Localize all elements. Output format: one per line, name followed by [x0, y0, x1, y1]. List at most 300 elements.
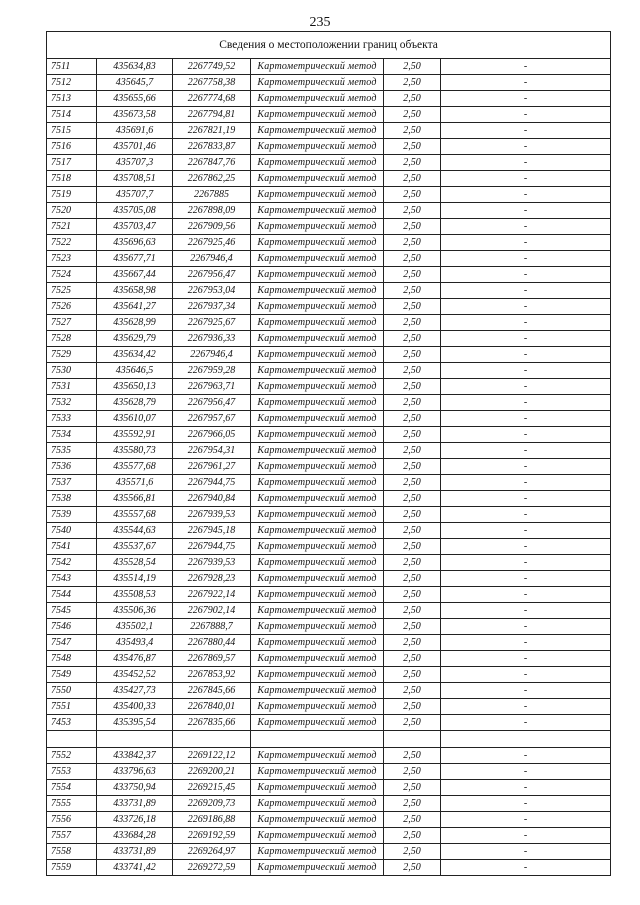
method-cell: Картометрический метод [251, 860, 384, 876]
point-number-cell: 7540 [47, 523, 97, 539]
coord-x-cell: 435634,83 [97, 59, 173, 75]
accuracy-cell: 2,50 [384, 539, 441, 555]
point-number-cell: 7546 [47, 619, 97, 635]
coord-y-cell: 2269272,59 [173, 860, 251, 876]
point-number-cell: 7547 [47, 635, 97, 651]
method-cell: Картометрический метод [251, 395, 384, 411]
method-cell: Картометрический метод [251, 187, 384, 203]
point-number-cell: 7538 [47, 491, 97, 507]
method-cell: Картометрический метод [251, 155, 384, 171]
table-row [47, 59, 611, 75]
description-cell: - [441, 475, 611, 491]
method-cell: Картометрический метод [251, 315, 384, 331]
coord-y-cell: 2269186,88 [173, 812, 251, 828]
coord-x-cell: 435592,91 [97, 427, 173, 443]
description-cell: - [441, 699, 611, 715]
coord-x-cell: 435691,6 [97, 123, 173, 139]
method-cell: Картометрический метод [251, 491, 384, 507]
point-number-cell: 7556 [47, 812, 97, 828]
description-cell: - [441, 219, 611, 235]
coord-x-cell: 435427,73 [97, 683, 173, 699]
description-cell: - [441, 91, 611, 107]
description-cell: - [441, 635, 611, 651]
coord-x-cell: 435400,33 [97, 699, 173, 715]
table-row [47, 251, 611, 267]
empty-cell [173, 731, 251, 748]
coord-x-cell: 435544,63 [97, 523, 173, 539]
method-cell: Картометрический метод [251, 619, 384, 635]
method-cell: Картометрический метод [251, 59, 384, 75]
coord-x-cell: 433731,89 [97, 796, 173, 812]
coord-y-cell: 2269264,97 [173, 844, 251, 860]
table-row [47, 651, 611, 667]
description-cell: - [441, 347, 611, 363]
accuracy-cell: 2,50 [384, 363, 441, 379]
description-cell: - [441, 587, 611, 603]
coord-y-cell: 2267845,66 [173, 683, 251, 699]
accuracy-cell: 2,50 [384, 219, 441, 235]
description-cell: - [441, 683, 611, 699]
accuracy-cell: 2,50 [384, 860, 441, 876]
point-number-cell: 7529 [47, 347, 97, 363]
table-row [47, 587, 611, 603]
method-cell: Картометрический метод [251, 139, 384, 155]
point-number-cell: 7518 [47, 171, 97, 187]
accuracy-cell: 2,50 [384, 395, 441, 411]
description-cell: - [441, 459, 611, 475]
point-number-cell: 7533 [47, 411, 97, 427]
method-cell: Картометрический метод [251, 363, 384, 379]
point-number-cell: 7557 [47, 828, 97, 844]
point-number-cell: 7558 [47, 844, 97, 860]
accuracy-cell: 2,50 [384, 267, 441, 283]
accuracy-cell: 2,50 [384, 667, 441, 683]
point-number-cell: 7520 [47, 203, 97, 219]
description-cell: - [441, 443, 611, 459]
table-row [47, 155, 611, 171]
accuracy-cell: 2,50 [384, 123, 441, 139]
accuracy-cell: 2,50 [384, 523, 441, 539]
coord-x-cell: 435641,27 [97, 299, 173, 315]
method-cell: Картометрический метод [251, 812, 384, 828]
coord-y-cell: 2267898,09 [173, 203, 251, 219]
table-row [47, 187, 611, 203]
coord-x-cell: 435610,07 [97, 411, 173, 427]
method-cell: Картометрический метод [251, 555, 384, 571]
coord-y-cell: 2269209,73 [173, 796, 251, 812]
method-cell: Картометрический метод [251, 603, 384, 619]
coord-y-cell: 2267936,33 [173, 331, 251, 347]
table-header: Сведения о местоположении границ объекта [47, 32, 611, 59]
description-cell: - [441, 203, 611, 219]
coord-x-cell: 435701,46 [97, 139, 173, 155]
coord-y-cell: 2267928,23 [173, 571, 251, 587]
method-cell: Картометрический метод [251, 715, 384, 731]
coord-y-cell: 2267869,57 [173, 651, 251, 667]
point-number-cell: 7535 [47, 443, 97, 459]
accuracy-cell: 2,50 [384, 780, 441, 796]
coord-x-cell: 435476,87 [97, 651, 173, 667]
accuracy-cell: 2,50 [384, 748, 441, 764]
method-cell: Картометрический метод [251, 235, 384, 251]
point-number-cell: 7534 [47, 427, 97, 443]
accuracy-cell: 2,50 [384, 75, 441, 91]
accuracy-cell: 2,50 [384, 603, 441, 619]
point-number-cell: 7511 [47, 59, 97, 75]
coord-x-cell: 435707,7 [97, 187, 173, 203]
table-row [47, 283, 611, 299]
method-cell: Картометрический метод [251, 203, 384, 219]
accuracy-cell: 2,50 [384, 651, 441, 667]
method-cell: Картометрический метод [251, 796, 384, 812]
point-number-cell: 7542 [47, 555, 97, 571]
description-cell: - [441, 491, 611, 507]
coord-x-cell: 435658,98 [97, 283, 173, 299]
table-row [47, 475, 611, 491]
point-number-cell: 7522 [47, 235, 97, 251]
accuracy-cell: 2,50 [384, 171, 441, 187]
coord-x-cell: 433731,89 [97, 844, 173, 860]
point-number-cell: 7527 [47, 315, 97, 331]
method-cell: Картометрический метод [251, 379, 384, 395]
description-cell: - [441, 571, 611, 587]
table-row [47, 203, 611, 219]
description-cell: - [441, 411, 611, 427]
method-cell: Картометрический метод [251, 699, 384, 715]
method-cell: Картометрический метод [251, 523, 384, 539]
coord-y-cell: 2267939,53 [173, 555, 251, 571]
method-cell: Картометрический метод [251, 331, 384, 347]
accuracy-cell: 2,50 [384, 59, 441, 75]
table-row [47, 780, 611, 796]
coord-y-cell: 2267946,4 [173, 347, 251, 363]
coord-y-cell: 2267853,92 [173, 667, 251, 683]
method-cell: Картометрический метод [251, 299, 384, 315]
table-row [47, 683, 611, 699]
description-cell: - [441, 59, 611, 75]
description-cell: - [441, 139, 611, 155]
method-cell: Картометрический метод [251, 347, 384, 363]
accuracy-cell: 2,50 [384, 491, 441, 507]
point-number-cell: 7513 [47, 91, 97, 107]
coord-y-cell: 2267758,38 [173, 75, 251, 91]
method-cell: Картометрический метод [251, 171, 384, 187]
coord-x-cell: 435703,47 [97, 219, 173, 235]
coord-x-cell: 435557,68 [97, 507, 173, 523]
coord-x-cell: 433796,63 [97, 764, 173, 780]
point-number-cell: 7536 [47, 459, 97, 475]
method-cell: Картометрический метод [251, 475, 384, 491]
accuracy-cell: 2,50 [384, 427, 441, 443]
empty-cell [97, 731, 173, 748]
description-cell: - [441, 251, 611, 267]
method-cell: Картометрический метод [251, 683, 384, 699]
method-cell: Картометрический метод [251, 443, 384, 459]
coord-x-cell: 435707,3 [97, 155, 173, 171]
accuracy-cell: 2,50 [384, 139, 441, 155]
table-row [47, 828, 611, 844]
coord-y-cell: 2267922,14 [173, 587, 251, 603]
coord-y-cell: 2267821,19 [173, 123, 251, 139]
accuracy-cell: 2,50 [384, 331, 441, 347]
coord-x-cell: 435493,4 [97, 635, 173, 651]
description-cell: - [441, 780, 611, 796]
point-number-cell: 7549 [47, 667, 97, 683]
point-number-cell: 7552 [47, 748, 97, 764]
point-number-cell: 7514 [47, 107, 97, 123]
accuracy-cell: 2,50 [384, 443, 441, 459]
point-number-cell: 7524 [47, 267, 97, 283]
point-number-cell: 7537 [47, 475, 97, 491]
table-row [47, 75, 611, 91]
accuracy-cell: 2,50 [384, 571, 441, 587]
accuracy-cell: 2,50 [384, 235, 441, 251]
method-cell: Картометрический метод [251, 828, 384, 844]
point-number-cell: 7525 [47, 283, 97, 299]
description-cell: - [441, 539, 611, 555]
accuracy-cell: 2,50 [384, 411, 441, 427]
accuracy-cell: 2,50 [384, 379, 441, 395]
description-cell: - [441, 828, 611, 844]
coord-y-cell: 2267888,7 [173, 619, 251, 635]
coord-y-cell: 2269192,59 [173, 828, 251, 844]
accuracy-cell: 2,50 [384, 715, 441, 731]
coord-y-cell: 2267957,67 [173, 411, 251, 427]
table-row [47, 267, 611, 283]
point-number-cell: 7515 [47, 123, 97, 139]
table-row [47, 635, 611, 651]
coord-x-cell: 435628,99 [97, 315, 173, 331]
description-cell: - [441, 555, 611, 571]
point-number-cell: 7517 [47, 155, 97, 171]
coord-x-cell: 435629,79 [97, 331, 173, 347]
table-row [47, 571, 611, 587]
table-row [47, 715, 611, 731]
coord-y-cell: 2267953,04 [173, 283, 251, 299]
coord-y-cell: 2267909,56 [173, 219, 251, 235]
accuracy-cell: 2,50 [384, 251, 441, 267]
coord-x-cell: 435502,1 [97, 619, 173, 635]
coord-y-cell: 2267945,18 [173, 523, 251, 539]
coord-y-cell: 2267940,84 [173, 491, 251, 507]
table-row [47, 764, 611, 780]
accuracy-cell: 2,50 [384, 107, 441, 123]
description-cell: - [441, 603, 611, 619]
coord-x-cell: 435645,7 [97, 75, 173, 91]
description-cell: - [441, 523, 611, 539]
coord-x-cell: 433684,28 [97, 828, 173, 844]
coord-x-cell: 435395,54 [97, 715, 173, 731]
coord-x-cell: 435677,71 [97, 251, 173, 267]
coord-x-cell: 435452,52 [97, 667, 173, 683]
description-cell: - [441, 75, 611, 91]
method-cell: Картометрический метод [251, 507, 384, 523]
method-cell: Картометрический метод [251, 91, 384, 107]
description-cell: - [441, 107, 611, 123]
table-row [47, 603, 611, 619]
accuracy-cell: 2,50 [384, 299, 441, 315]
table-row [47, 443, 611, 459]
coord-y-cell: 2267749,52 [173, 59, 251, 75]
table-row [47, 171, 611, 187]
method-cell: Картометрический метод [251, 459, 384, 475]
table-row [47, 107, 611, 123]
coord-y-cell: 2267902,14 [173, 603, 251, 619]
coord-y-cell: 2267835,66 [173, 715, 251, 731]
coord-x-cell: 435566,81 [97, 491, 173, 507]
coordinates-table [46, 31, 611, 876]
point-number-cell: 7559 [47, 860, 97, 876]
accuracy-cell: 2,50 [384, 635, 441, 651]
accuracy-cell: 2,50 [384, 475, 441, 491]
point-number-cell: 7544 [47, 587, 97, 603]
point-number-cell: 7550 [47, 683, 97, 699]
method-cell: Картометрический метод [251, 107, 384, 123]
coord-y-cell: 2269200,21 [173, 764, 251, 780]
method-cell: Картометрический метод [251, 635, 384, 651]
table-row [47, 667, 611, 683]
description-cell: - [441, 427, 611, 443]
point-number-cell: 7519 [47, 187, 97, 203]
accuracy-cell: 2,50 [384, 764, 441, 780]
accuracy-cell: 2,50 [384, 459, 441, 475]
table-row [47, 331, 611, 347]
accuracy-cell: 2,50 [384, 587, 441, 603]
coord-y-cell: 2267925,46 [173, 235, 251, 251]
table-row [47, 139, 611, 155]
description-cell: - [441, 363, 611, 379]
table-row [47, 796, 611, 812]
coord-x-cell: 433741,42 [97, 860, 173, 876]
table-row [47, 523, 611, 539]
coord-x-cell: 435537,67 [97, 539, 173, 555]
coord-x-cell: 435514,19 [97, 571, 173, 587]
point-number-cell: 7551 [47, 699, 97, 715]
point-number-cell: 7530 [47, 363, 97, 379]
table-row [47, 748, 611, 764]
table-row [47, 459, 611, 475]
coord-x-cell: 435655,66 [97, 91, 173, 107]
table-row [47, 491, 611, 507]
description-cell: - [441, 155, 611, 171]
coord-x-cell: 433750,94 [97, 780, 173, 796]
coord-y-cell: 2267774,68 [173, 91, 251, 107]
table-row [47, 315, 611, 331]
method-cell: Картометрический метод [251, 748, 384, 764]
point-number-cell: 7453 [47, 715, 97, 731]
description-cell: - [441, 651, 611, 667]
method-cell: Картометрический метод [251, 123, 384, 139]
method-cell: Картометрический метод [251, 411, 384, 427]
empty-cell [47, 731, 97, 748]
method-cell: Картометрический метод [251, 587, 384, 603]
method-cell: Картометрический метод [251, 780, 384, 796]
description-cell: - [441, 796, 611, 812]
table-row [47, 844, 611, 860]
table-row [47, 299, 611, 315]
coord-y-cell: 2267959,28 [173, 363, 251, 379]
coord-x-cell: 435571,6 [97, 475, 173, 491]
point-number-cell: 7526 [47, 299, 97, 315]
coord-x-cell: 435705,08 [97, 203, 173, 219]
table-row [47, 555, 611, 571]
table-row [47, 699, 611, 715]
description-cell: - [441, 187, 611, 203]
coord-y-cell: 2267847,76 [173, 155, 251, 171]
accuracy-cell: 2,50 [384, 283, 441, 299]
coord-y-cell: 2267966,05 [173, 427, 251, 443]
coord-y-cell: 2269215,45 [173, 780, 251, 796]
accuracy-cell: 2,50 [384, 91, 441, 107]
coord-y-cell: 2267925,67 [173, 315, 251, 331]
method-cell: Картометрический метод [251, 571, 384, 587]
accuracy-cell: 2,50 [384, 844, 441, 860]
description-cell: - [441, 123, 611, 139]
description-cell: - [441, 812, 611, 828]
table-row [47, 395, 611, 411]
description-cell: - [441, 171, 611, 187]
coord-y-cell: 2267963,71 [173, 379, 251, 395]
table-row [47, 427, 611, 443]
method-cell: Картометрический метод [251, 764, 384, 780]
coord-x-cell: 433842,37 [97, 748, 173, 764]
table-row [47, 363, 611, 379]
description-cell: - [441, 764, 611, 780]
point-number-cell: 7541 [47, 539, 97, 555]
coord-x-cell: 435580,73 [97, 443, 173, 459]
accuracy-cell: 2,50 [384, 315, 441, 331]
empty-cell [384, 731, 441, 748]
coord-y-cell: 2267944,75 [173, 539, 251, 555]
description-cell: - [441, 267, 611, 283]
description-cell: - [441, 379, 611, 395]
table-row [47, 619, 611, 635]
coord-y-cell: 2267862,25 [173, 171, 251, 187]
description-cell: - [441, 619, 611, 635]
point-number-cell: 7555 [47, 796, 97, 812]
coord-x-cell: 435667,44 [97, 267, 173, 283]
table-row [47, 812, 611, 828]
method-cell: Картометрический метод [251, 267, 384, 283]
accuracy-cell: 2,50 [384, 347, 441, 363]
method-cell: Картометрический метод [251, 651, 384, 667]
method-cell: Картометрический метод [251, 251, 384, 267]
accuracy-cell: 2,50 [384, 155, 441, 171]
point-number-cell: 7539 [47, 507, 97, 523]
method-cell: Картометрический метод [251, 427, 384, 443]
coord-y-cell: 2267794,81 [173, 107, 251, 123]
coord-x-cell: 433726,18 [97, 812, 173, 828]
coord-y-cell: 2267961,27 [173, 459, 251, 475]
coord-x-cell: 435506,36 [97, 603, 173, 619]
page-number: 235 [309, 15, 331, 30]
method-cell: Картометрический метод [251, 75, 384, 91]
method-cell: Картометрический метод [251, 844, 384, 860]
point-number-cell: 7516 [47, 139, 97, 155]
table-row [47, 411, 611, 427]
table-row [47, 539, 611, 555]
accuracy-cell: 2,50 [384, 507, 441, 523]
coord-x-cell: 435634,42 [97, 347, 173, 363]
coord-x-cell: 435577,68 [97, 459, 173, 475]
table-row [47, 347, 611, 363]
accuracy-cell: 2,50 [384, 187, 441, 203]
coord-y-cell: 2267939,53 [173, 507, 251, 523]
accuracy-cell: 2,50 [384, 683, 441, 699]
description-cell: - [441, 715, 611, 731]
point-number-cell: 7531 [47, 379, 97, 395]
point-number-cell: 7554 [47, 780, 97, 796]
